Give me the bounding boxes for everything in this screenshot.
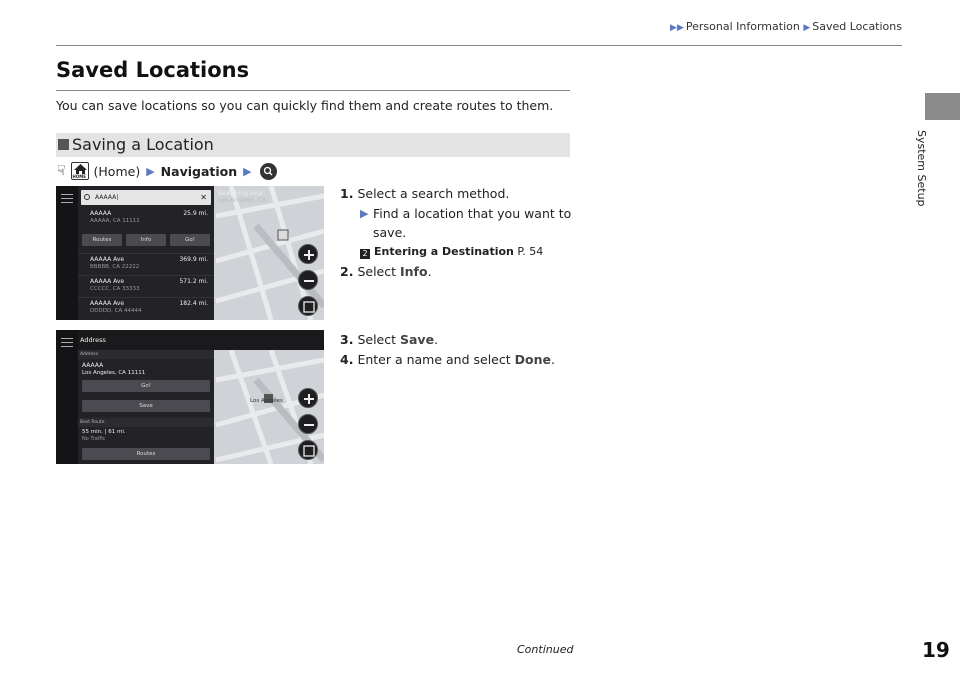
routes-button[interactable]: Routes (82, 234, 122, 246)
arrow-icon: ▶ (803, 23, 811, 33)
cross-reference[interactable]: 2 Entering a Destination P. 54 (360, 242, 543, 261)
header-rule (56, 45, 902, 46)
search-icon (84, 194, 90, 200)
search-icon (260, 163, 277, 180)
zoom-out-button[interactable] (298, 270, 318, 290)
zoom-in-button[interactable] (298, 388, 318, 408)
fullscreen-button[interactable] (298, 440, 318, 460)
breadcrumb-part-2: Saved Locations (812, 20, 902, 33)
breadcrumb (670, 20, 902, 33)
home-badge: HOME (72, 174, 86, 179)
search-results-screenshot (56, 186, 324, 320)
double-arrow-icon: ▶▶ (670, 23, 684, 33)
chapter-label: System Setup (915, 130, 928, 207)
nav-rail (56, 186, 78, 320)
menu-icon[interactable] (61, 338, 73, 350)
step-4: 4. Enter a name and select Done. (340, 352, 555, 367)
continued-label: Continued (517, 643, 574, 656)
arrow-icon: ▶ (146, 164, 155, 178)
breadcrumb-part-1: Personal Information (685, 20, 800, 33)
fullscreen-button[interactable] (298, 296, 318, 316)
results-list (78, 186, 214, 320)
navigation-label: Navigation (160, 163, 238, 179)
zoom-out-button[interactable] (298, 414, 318, 434)
nav-rail (56, 330, 78, 464)
step-2: 2. Select Info. (340, 264, 432, 279)
step-1: 1. Select a search method. (340, 186, 510, 201)
step-3: 3. Select Save. (340, 332, 439, 347)
list-item[interactable]: AAAAA Ave CCCCC, CA 33333 571.2 mi. (78, 276, 214, 298)
list-item[interactable]: AAAAA AAAAA, CA 11111 25.9 mi. Routes Info Go! (78, 208, 214, 254)
page-title: Saved Locations (56, 58, 250, 82)
list-item[interactable]: AAAAA Ave DDDDD, CA 44444 182.4 mi. (90, 300, 208, 314)
menu-icon[interactable] (61, 194, 73, 206)
arrow-icon: ▶ (243, 164, 252, 178)
square-bullet-icon (58, 139, 69, 150)
info-button[interactable]: Info (126, 234, 166, 246)
navigation-path (57, 160, 277, 182)
best-route-section-label: Best Route (78, 418, 214, 427)
intro-text: You can save locations so you can quickly find them and create routes to them. (56, 98, 554, 113)
search-input[interactable]: AAAAA| ✕ (81, 190, 211, 205)
routes-button[interactable]: Routes (82, 448, 210, 460)
chapter-tab (925, 93, 960, 120)
address-section-label: Address (78, 350, 214, 359)
map-city-label: Los Angeles (250, 398, 283, 404)
address-details: AAAAA Los Angeles, CA 11111 Go! Save 55 min. | 61 mi. No Traffic Routes (78, 350, 214, 464)
reference-icon: 2 (360, 249, 370, 259)
zoom-in-button[interactable] (298, 244, 318, 264)
section-heading-text: Saving a Location (72, 135, 214, 154)
save-button[interactable]: Save (82, 400, 210, 412)
title-rule (56, 90, 570, 91)
screen-header: Address (78, 330, 324, 350)
arrow-icon: ▶ (360, 207, 369, 220)
go-button[interactable]: Go! (82, 380, 210, 392)
list-item[interactable]: AAAAA Ave BBBBB, CA 22222 369.9 mi. (78, 254, 214, 276)
clear-icon[interactable]: ✕ (200, 193, 207, 202)
hand-icon: ☟ (57, 163, 66, 179)
home-label: (Home) (93, 163, 141, 179)
go-button[interactable]: Go! (170, 234, 210, 246)
address-screenshot (56, 330, 324, 464)
searching-near: Searching near: Los Angeles, CA (218, 190, 266, 204)
page-number: 19 (922, 638, 950, 662)
home-icon (71, 162, 89, 180)
section-heading (56, 133, 570, 157)
